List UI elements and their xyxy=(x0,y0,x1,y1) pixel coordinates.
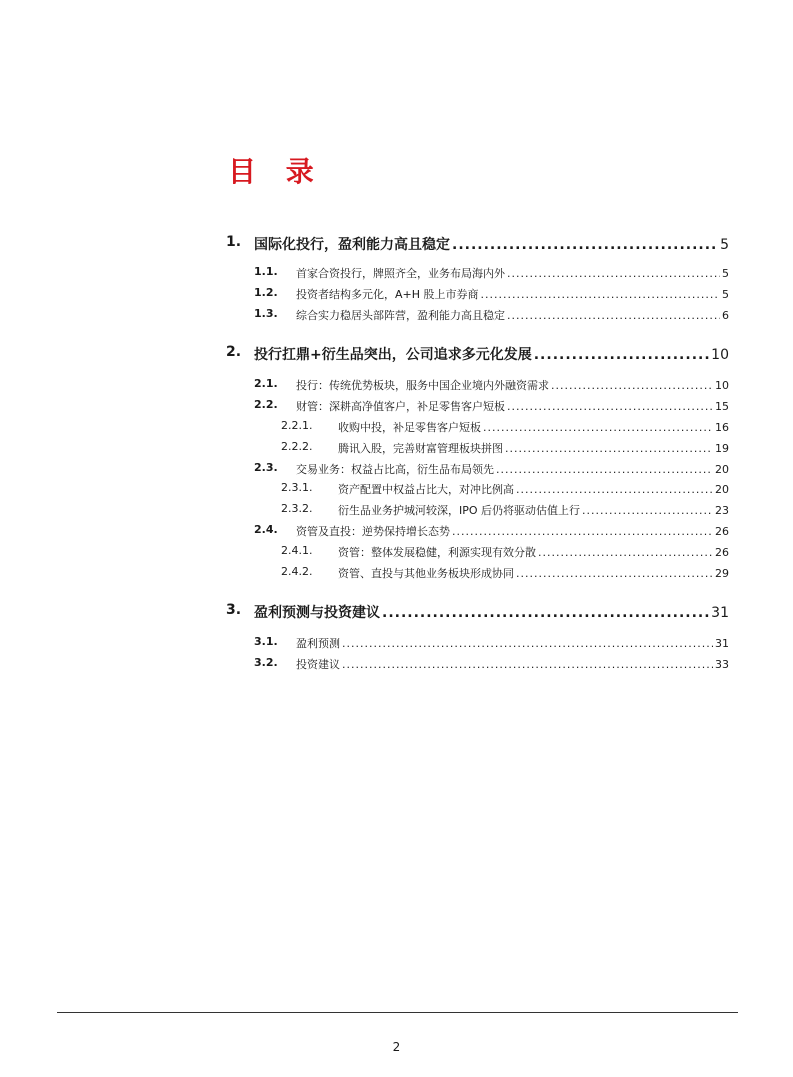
toc-entry-number: 2.2.2. xyxy=(281,440,313,453)
toc-entry[interactable] xyxy=(0,419,793,435)
toc-entry-page: 10 xyxy=(715,379,729,392)
dot-leader xyxy=(507,400,713,413)
toc-entry-number: 2.4.2. xyxy=(281,565,313,578)
toc-entry-number: 1.1. xyxy=(254,265,278,278)
toc-entry-label: 资管：整体发展稳健，利源实现有效分散 xyxy=(338,546,536,559)
toc-entry[interactable] xyxy=(0,602,793,622)
dot-leader xyxy=(382,605,709,621)
toc-entry[interactable] xyxy=(0,398,793,414)
toc-entry-page: 26 xyxy=(715,546,729,559)
toc-entry-number: 2.1. xyxy=(254,377,278,390)
toc-entry-page: 5 xyxy=(722,267,729,280)
toc-entry-label: 盈利预测 xyxy=(296,637,340,650)
toc-entry-number: 2. xyxy=(226,344,242,360)
dot-leader xyxy=(481,288,720,301)
toc-entry[interactable] xyxy=(0,481,793,497)
toc-entry-label: 综合实力稳居头部阵营，盈利能力高且稳定 xyxy=(296,309,505,322)
toc-entry-label: 交易业务：权益占比高，衍生品布局领先 xyxy=(296,463,494,476)
toc-entry-number: 2.3. xyxy=(254,461,278,474)
toc-entry-page: 31 xyxy=(715,637,729,650)
dot-leader xyxy=(452,525,713,538)
toc-entry[interactable] xyxy=(0,544,793,560)
toc-entry-number: 2.2. xyxy=(254,398,278,411)
toc-entry-page: 5 xyxy=(722,288,729,301)
toc-entry-page: 20 xyxy=(715,463,729,476)
dot-leader xyxy=(342,637,713,650)
toc-title: 目 录 xyxy=(228,155,324,188)
toc-entry-page: 26 xyxy=(715,525,729,538)
toc-entry-label: 腾讯入股，完善财富管理板块拼图 xyxy=(338,442,503,455)
dot-leader xyxy=(582,504,713,517)
toc-entry-number: 1.3. xyxy=(254,307,278,320)
dot-leader xyxy=(505,442,713,455)
toc-entry-label: 资管、直投与其他业务板块形成协同 xyxy=(338,567,514,580)
toc-entry-number: 1.2. xyxy=(254,286,278,299)
toc-entry-label: 财管：深耕高净值客户，补足零售客户短板 xyxy=(296,400,505,413)
toc-entry[interactable] xyxy=(0,307,793,323)
toc-entry[interactable] xyxy=(0,286,793,302)
dot-leader xyxy=(551,379,713,392)
toc-entry-label: 首家合资投行，牌照齐全，业务布局海内外 xyxy=(296,267,505,280)
toc-entry-number: 3.1. xyxy=(254,635,278,648)
dot-leader xyxy=(516,567,713,580)
toc-entry[interactable] xyxy=(0,656,793,672)
toc-entry-page: 5 xyxy=(720,237,729,253)
toc-entry-label: 资产配置中权益占比大，对冲比例高 xyxy=(338,483,514,496)
footer-divider xyxy=(57,1012,738,1013)
page-number: 2 xyxy=(392,1040,401,1054)
toc-entry-label: 盈利预测与投资建议 xyxy=(254,605,380,621)
toc-entry-number: 1. xyxy=(226,234,242,250)
toc-entry-label: 衍生品业务护城河较深，IPO 后仍将驱动估值上行 xyxy=(338,504,581,517)
dot-leader xyxy=(534,347,709,363)
toc-entry-label: 投行：传统优势板块，服务中国企业境内外融资需求 xyxy=(296,379,549,392)
toc-entry-page: 10 xyxy=(711,347,729,363)
toc-entry-page: 23 xyxy=(715,504,729,517)
toc-entry-number: 2.2.1. xyxy=(281,419,313,432)
toc-entry-label: 收购中投，补足零售客户短板 xyxy=(338,421,481,434)
toc-entry-page: 31 xyxy=(711,605,729,621)
toc-entry-number: 3.2. xyxy=(254,656,278,669)
toc-entry-number: 2.3.1. xyxy=(281,481,313,494)
toc-entry-label: 投资建议 xyxy=(296,658,340,671)
toc-entry[interactable] xyxy=(0,265,793,281)
dot-leader xyxy=(538,546,713,559)
toc-entry-number: 3. xyxy=(226,602,242,618)
toc-entry-page: 19 xyxy=(715,442,729,455)
dot-leader xyxy=(507,267,720,280)
dot-leader xyxy=(516,483,713,496)
toc-entry-number: 2.4.1. xyxy=(281,544,313,557)
dot-leader xyxy=(496,463,713,476)
toc-entry-number: 2.3.2. xyxy=(281,502,313,515)
toc-entry[interactable] xyxy=(0,440,793,456)
toc-entry-label: 国际化投行，盈利能力高且稳定 xyxy=(254,237,450,253)
toc-entry[interactable] xyxy=(0,502,793,518)
toc-entry-label: 资管及直投：逆势保持增长态势 xyxy=(296,525,450,538)
toc-entry-number: 2.4. xyxy=(254,523,278,536)
toc-entry-page: 16 xyxy=(715,421,729,434)
dot-leader xyxy=(342,658,713,671)
dot-leader xyxy=(507,309,720,322)
dot-leader xyxy=(483,421,713,434)
toc-entry[interactable] xyxy=(0,565,793,581)
toc-entry-page: 29 xyxy=(715,567,729,580)
toc-entry[interactable] xyxy=(0,234,793,254)
toc-entry-label: 投行扛鼎+衍生品突出，公司追求多元化发展 xyxy=(254,347,532,363)
toc-entry-page: 6 xyxy=(722,309,729,322)
dot-leader xyxy=(452,237,718,253)
toc-entry-label: 投资者结构多元化，A+H 股上市券商 xyxy=(296,288,479,301)
toc-entry-page: 15 xyxy=(715,400,729,413)
toc-entry[interactable] xyxy=(0,635,793,651)
toc-entry[interactable] xyxy=(0,344,793,364)
toc-entry[interactable] xyxy=(0,377,793,393)
toc-entry-page: 20 xyxy=(715,483,729,496)
toc-entry-page: 33 xyxy=(715,658,729,671)
toc-entry[interactable] xyxy=(0,461,793,477)
toc-entry[interactable] xyxy=(0,523,793,539)
